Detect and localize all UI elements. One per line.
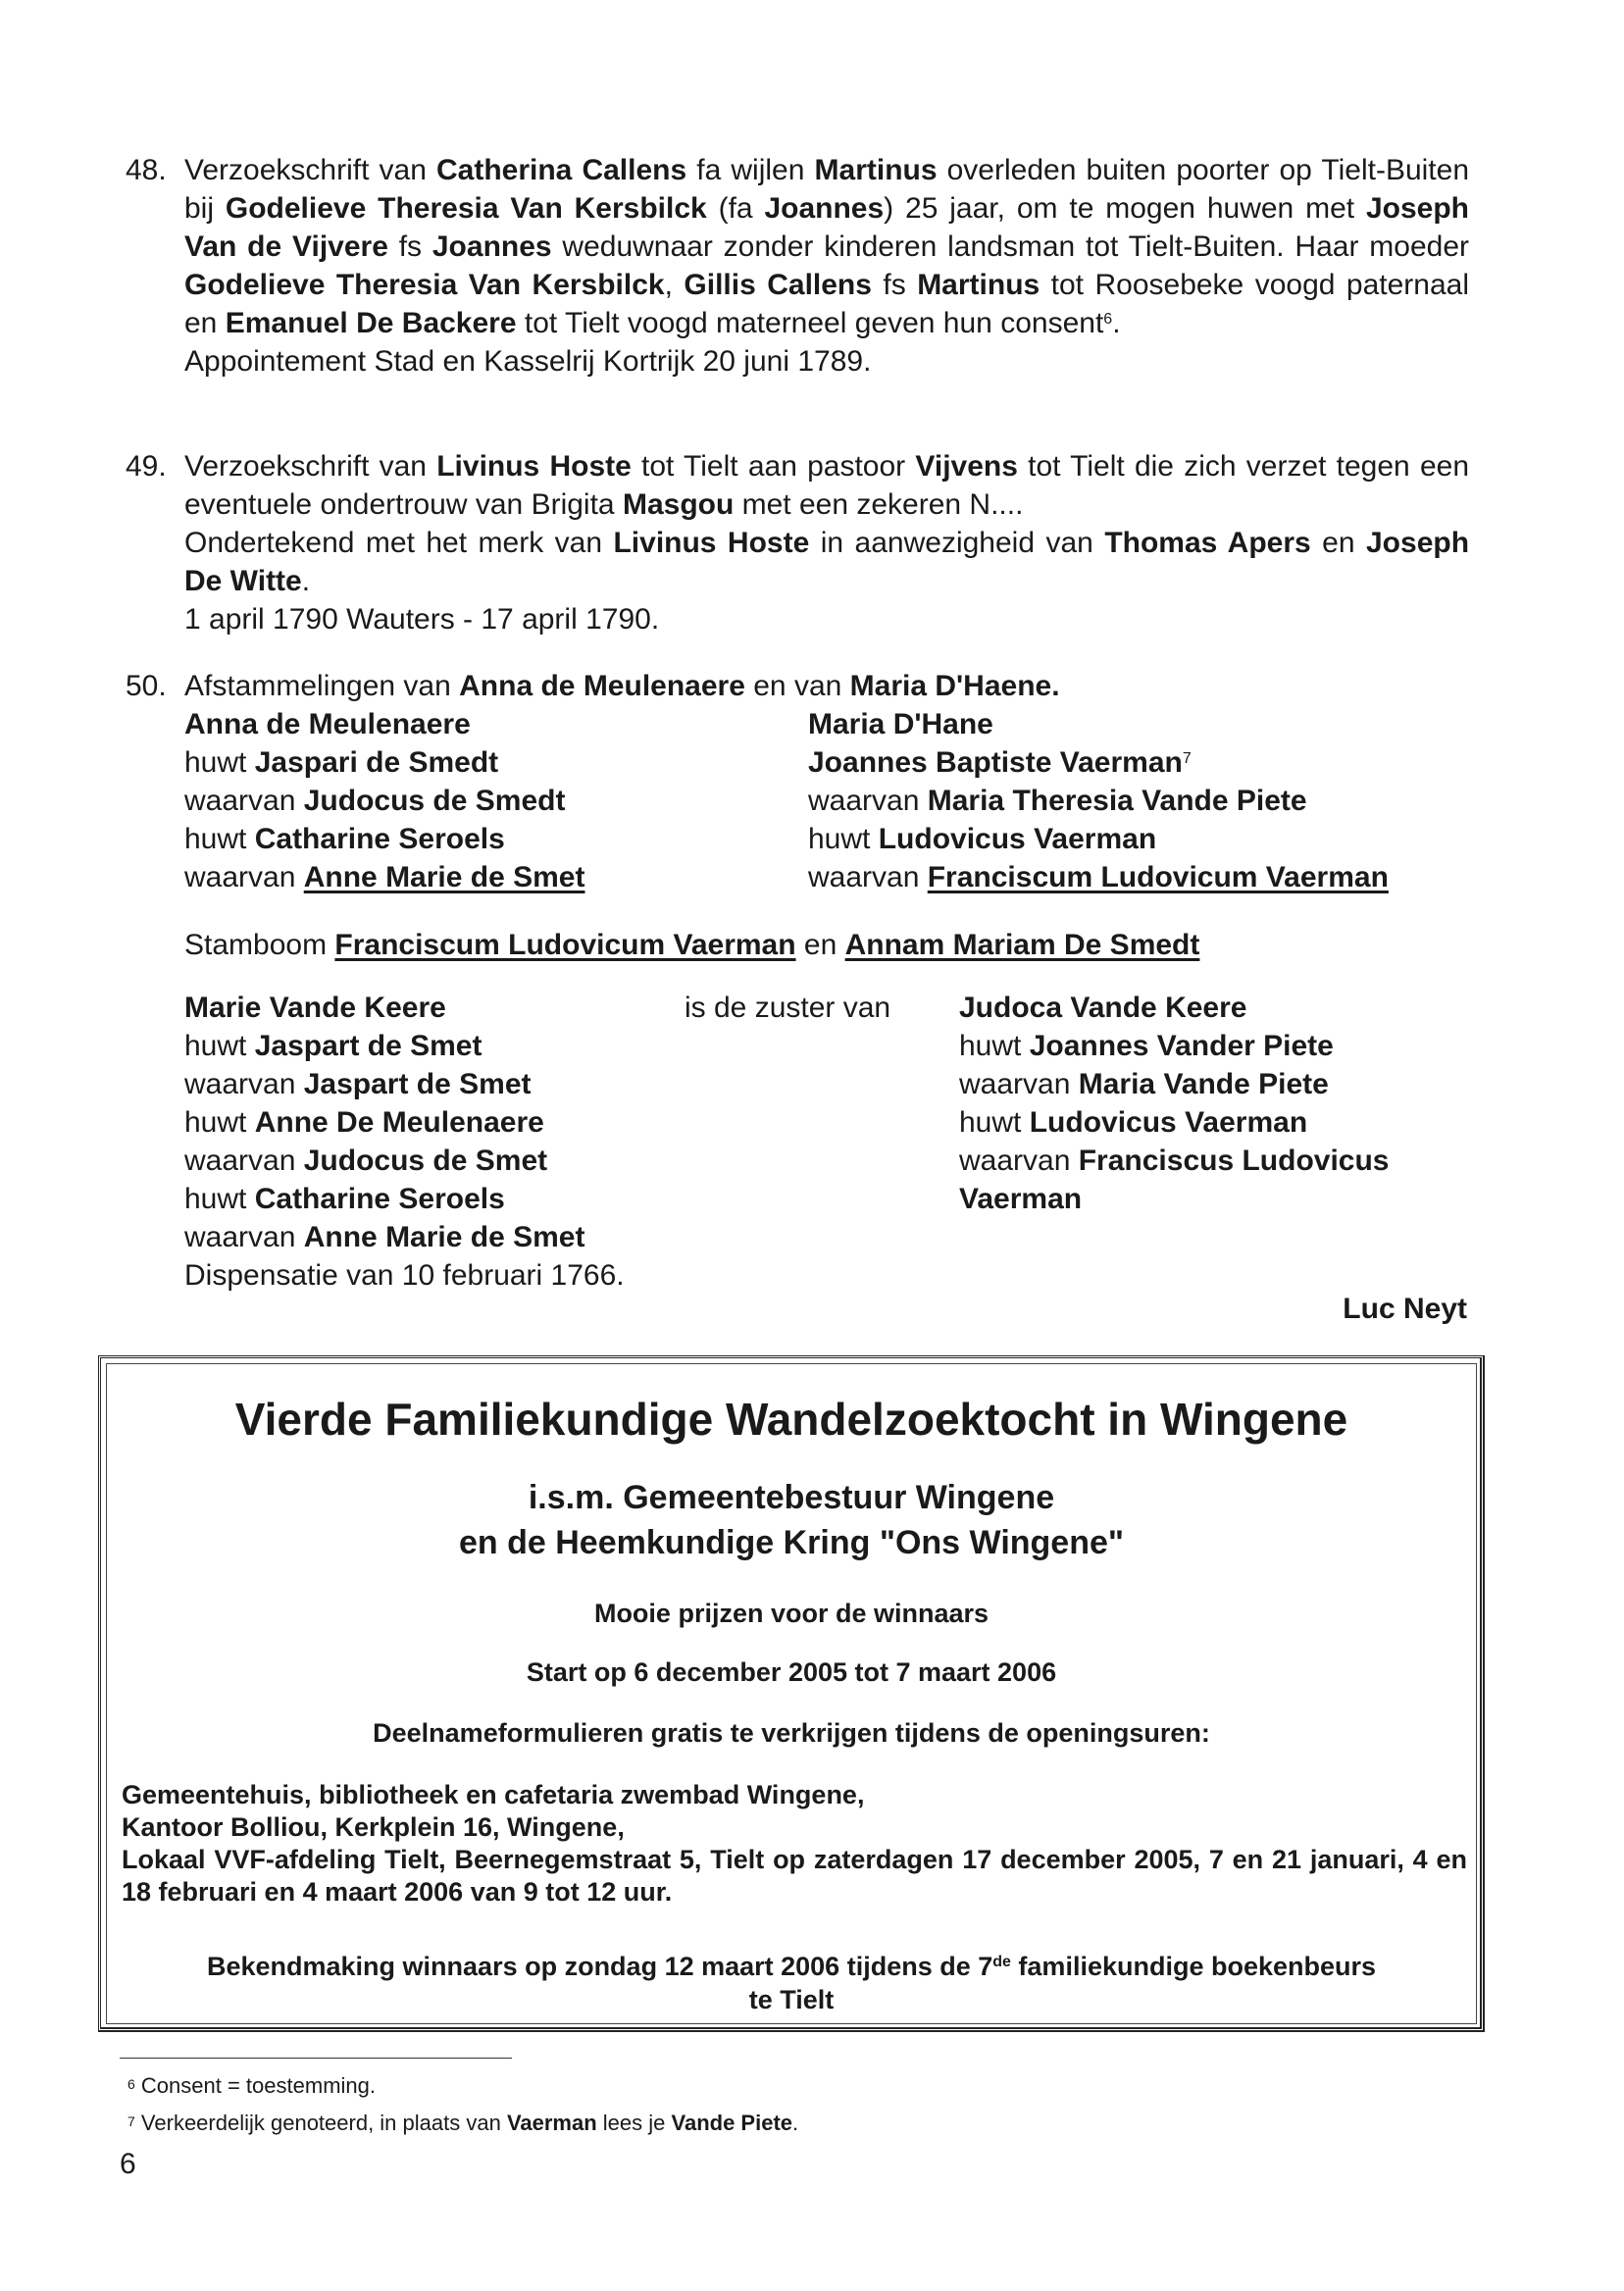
entry-text: Afstammelingen van Anna de Meulenaere en van Maria D'Haene. xyxy=(184,670,1060,702)
footnote-ref-7: 7 xyxy=(1182,750,1192,767)
tree-name: Maria Vande Piete xyxy=(1078,1068,1329,1100)
tree-name: Marie Vande Keere xyxy=(184,992,446,1024)
lineage-name: Anna de Meulenaere xyxy=(184,708,471,740)
entry-number: 49. xyxy=(126,450,167,483)
entry-48 xyxy=(126,151,1469,381)
location-item: Gemeentehuis, bibliotheek en cafetaria zwembad Wingene, xyxy=(122,1780,865,1809)
entry-49 xyxy=(126,447,1469,638)
entry-number: 48. xyxy=(126,154,167,186)
tree-name: Judoca Vande Keere xyxy=(959,992,1247,1024)
footnote-7: $^7$ Verkeerdelijk genoteerd, in plaats van Vaerman lees je Vande Piete. xyxy=(127,2111,799,2135)
tree-name: Jaspart de Smet xyxy=(303,1068,532,1100)
appointment-line: Appointement Stad en Kasselrij Kortrijk 20 juni 1789. xyxy=(184,345,872,378)
announcement-locations xyxy=(122,1779,1467,1909)
entry-body xyxy=(184,447,1469,638)
announcement-winners: Bekendmaking winnaars op zondag 12 maart 2006 tijdens de 7de familiekundige boekenbeurs te Tielt xyxy=(206,1952,1377,2014)
entry-text: Verzoekschrift van Catherina Callens fa wijlen Martinus overleden buiten poorter op Tielt-Buiten bij Godelieve Theresia Van Kersbilck (fa Joannes) 25 jaar, om te mogen huwen met Joseph Van de Vijvere fs Joannes weduwnaar zonder kinderen landsman tot Tielt-Buiten. Haar moeder Godelieve Theresia Van Kersbilck, Gillis Callens fs Martinus tot Roosebeke voogd paternaal en Emanuel De Backere tot Tielt voogd materneel geven hun consent$^6$. xyxy=(184,154,1470,339)
footnote-divider xyxy=(120,2058,512,2059)
entry-50 xyxy=(126,667,1469,705)
footnote-6: $^6$ Consent = toestemming. xyxy=(127,2073,376,2098)
entry-number: 50. xyxy=(126,670,167,702)
lineage-name: Jaspari de Smedt xyxy=(254,746,499,779)
tree-name: Joannes Vander Piete xyxy=(1029,1030,1334,1062)
lineage-left-column: Anna de Meulenaere huwt Jaspari de Smedt waarvan Judocus de Smedt huwt Catharine Seroels waarvan Anne Marie de Smet xyxy=(184,708,585,893)
tree-name: Ludovicus Vaerman xyxy=(1029,1106,1308,1139)
tree-name: Franciscus Ludovicus xyxy=(1078,1145,1390,1177)
stamboom-heading: Stamboom Franciscum Ludovicum Vaerman en Annam Mariam De Smedt xyxy=(184,929,1200,961)
dates-line: 1 april 1790 Wauters - 17 april 1790. xyxy=(184,603,660,636)
announcement-subtitle-1: i.s.m. Gemeentebestuur Wingene xyxy=(528,1479,1055,1516)
location-item: Kantoor Bolliou, Kerkplein 16, Wingene, xyxy=(122,1812,625,1842)
announcement-dates: Start op 6 december 2005 tot 7 maart 2006 xyxy=(526,1657,1057,1687)
tree-name: Jaspart de Smet xyxy=(254,1030,482,1062)
signature-line: Ondertekend met het merk van Livinus Hoste in aanwezigheid van Thomas Apers en Joseph De Witte. xyxy=(184,527,1470,597)
announcement-forms: Deelnameformulieren gratis te verkrijgen tijdens de openingsuren: xyxy=(373,1718,1210,1748)
page-number: 6 xyxy=(120,2148,136,2180)
lineage-name: Ludovicus Vaerman xyxy=(878,823,1157,855)
tree-right-column: Judoca Vande Keere huwt Joannes Vander Piete waarvan Maria Vande Piete huwt Ludovicus Vaerman waarvan Franciscus Ludovicus Vaerman xyxy=(959,992,1390,1215)
lineage-right-column: Maria D'Hane Joannes Baptiste Vaerman$^7$ waarvan Maria Theresia Vande Piete huwt Ludovicus Vaerman waarvan Franciscum Ludovicum Vaerman xyxy=(808,708,1389,893)
tree-name: Vaerman xyxy=(959,1183,1083,1215)
entry-body xyxy=(184,667,1469,705)
lineage-name: Franciscum Ludovicum Vaerman xyxy=(927,861,1389,893)
lineage-name: Maria D'Hane xyxy=(808,708,993,740)
lineage-name: Anne Marie de Smet xyxy=(303,861,585,893)
dispensation-line: Dispensatie van 10 februari 1766. xyxy=(184,1259,625,1292)
announcement-subtitle-2: en de Heemkundige Kring "Ons Wingene" xyxy=(458,1524,1125,1561)
announcement-box-inner-border xyxy=(106,1363,1477,2024)
tree-name: Catharine Seroels xyxy=(254,1183,505,1215)
lineage-name: Maria Theresia Vande Piete xyxy=(927,785,1307,817)
announcement-prizes: Mooie prijzen voor de winnaars xyxy=(593,1599,990,1628)
lineage-name: Judocus de Smedt xyxy=(303,785,566,817)
announcement-title: Vierde Familiekundige Wandelzoektocht in Wingene xyxy=(234,1394,1348,1445)
entry-text: Verzoekschrift van Livinus Hoste tot Tielt aan pastoor Vijvens tot Tielt die zich verzet tegen een eventuele ondertrouw van Brigita Masgou met een zekeren N.... xyxy=(184,450,1470,521)
author-signature: Luc Neyt xyxy=(1343,1293,1467,1325)
footnote-ref-6: 6 xyxy=(1103,311,1113,328)
lineage-name: Catharine Seroels xyxy=(254,823,505,855)
tree-relation: is de zuster van xyxy=(685,992,891,1024)
tree-name: Anne De Meulenaere xyxy=(254,1106,544,1139)
entry-body xyxy=(184,151,1469,381)
tree-name: Judocus de Smet xyxy=(303,1145,548,1177)
location-item: Lokaal VVF-afdeling Tielt, Beernegemstraat 5, Tielt op zaterdagen 17 december 2005, 7 en 21 januari, 4 en 18 februari en 4 maart 2006 van 9 tot 12 uur. xyxy=(122,1845,1467,1907)
tree-name: Anne Marie de Smet xyxy=(303,1221,585,1253)
lineage-name: Joannes Baptiste Vaerman xyxy=(808,746,1183,779)
tree-left-column: Marie Vande Keere huwt Jaspart de Smet waarvan Jaspart de Smet huwt Anne De Meulenaere waarvan Judocus de Smet huwt Catharine Seroels waarvan Anne Marie de Smet Dispensatie van 10 februari 1766. xyxy=(184,989,625,1295)
